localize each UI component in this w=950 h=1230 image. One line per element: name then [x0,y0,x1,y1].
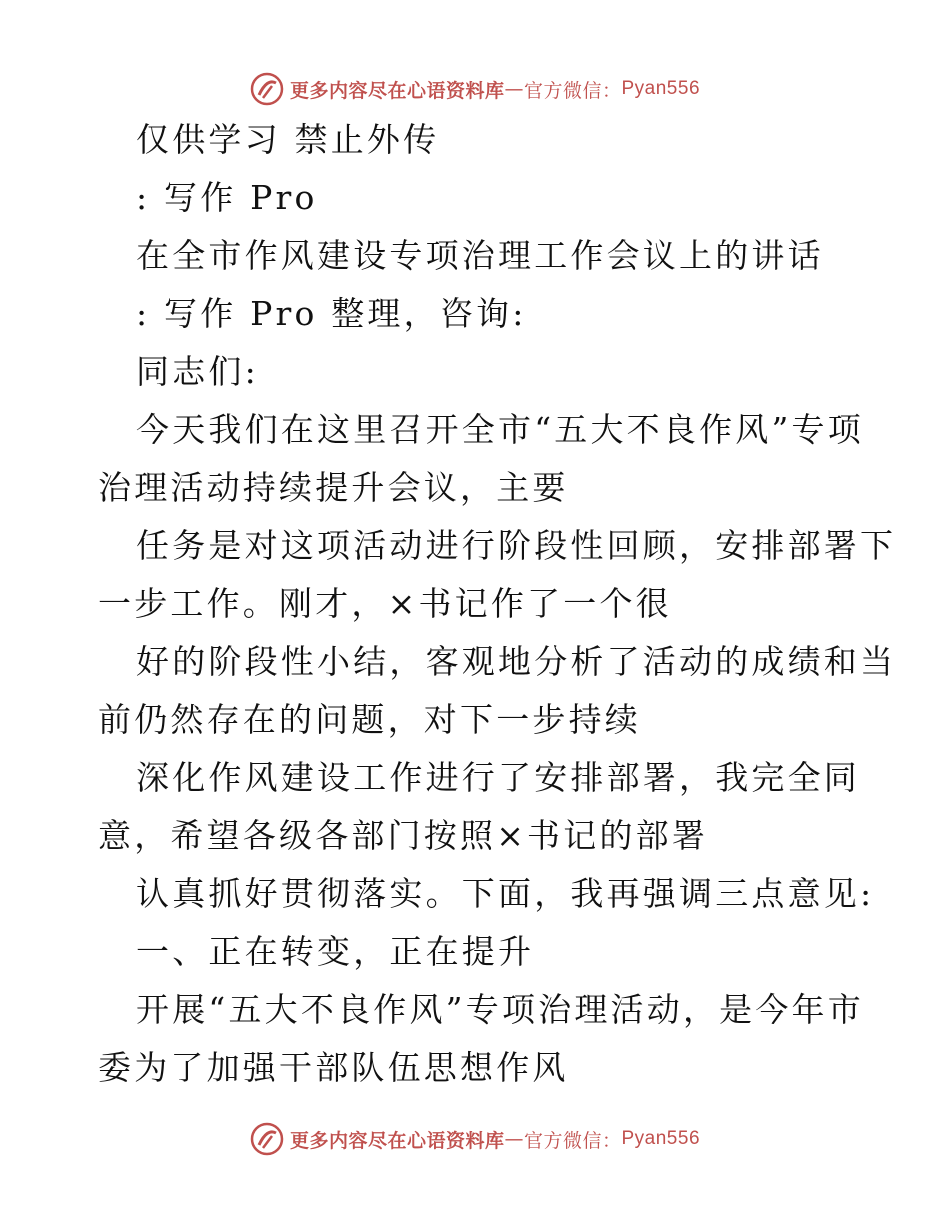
paragraph-line: 认真抓好贯彻落实。下面，我再强调三点意见: [136,874,875,913]
paragraph-line: 一步工作。刚才，×书记作了一个很 [98,584,672,623]
document-title: 在全市作风建设专项治理工作会议上的讲话 [136,236,824,275]
author-line: : 写作 Pro [136,178,318,217]
paragraph-line: 前仍然存在的问题，对下一步持续 [98,700,641,739]
watermark-sub-text: 官方微信： [523,1129,622,1152]
watermark-main-text: 更多内容尽在心语资料库 [289,1129,505,1152]
watermark-wechat-id: Pyan556 [621,78,701,99]
editor-line: : 写作 Pro 整理，咨询: [136,294,527,333]
paragraph-line: 好的阶段性小结，客观地分析了活动的成绩和当 [136,642,897,681]
paragraph-line: 治理活动持续提升会议，主要 [98,468,569,507]
paragraph-line: 开展“五大不良作风”专项治理活动，是今年市 [136,990,864,1029]
section-heading: 一、正在转变，正在提升 [136,932,535,971]
footer-watermark [0,1122,950,1156]
watermark-dash: — [504,1128,524,1150]
header-watermark [0,72,950,106]
salutation: 同志们: [136,352,259,391]
watermark-wechat-id: Pyan556 [621,1128,701,1149]
paragraph-line: 任务是对这项活动进行阶段性回顾，安排部署下 [136,526,897,565]
seal-logo-icon [250,72,284,106]
paragraph-line: 意，希望各级各部门按照×书记的部署 [98,816,709,855]
paragraph-line: 委为了加强干部队伍思想作风 [98,1048,569,1087]
paragraph-line: 今天我们在这里召开全市“五大不良作风”专项 [136,410,864,449]
notice-line: 仅供学习 禁止外传 [136,120,440,159]
seal-logo-icon [250,1122,284,1156]
watermark-dash: — [504,78,524,100]
paragraph-line: 深化作风建设工作进行了安排部署，我完全同 [136,758,860,797]
watermark-main-text: 更多内容尽在心语资料库 [289,79,505,102]
watermark-sub-text: 官方微信： [523,79,622,102]
